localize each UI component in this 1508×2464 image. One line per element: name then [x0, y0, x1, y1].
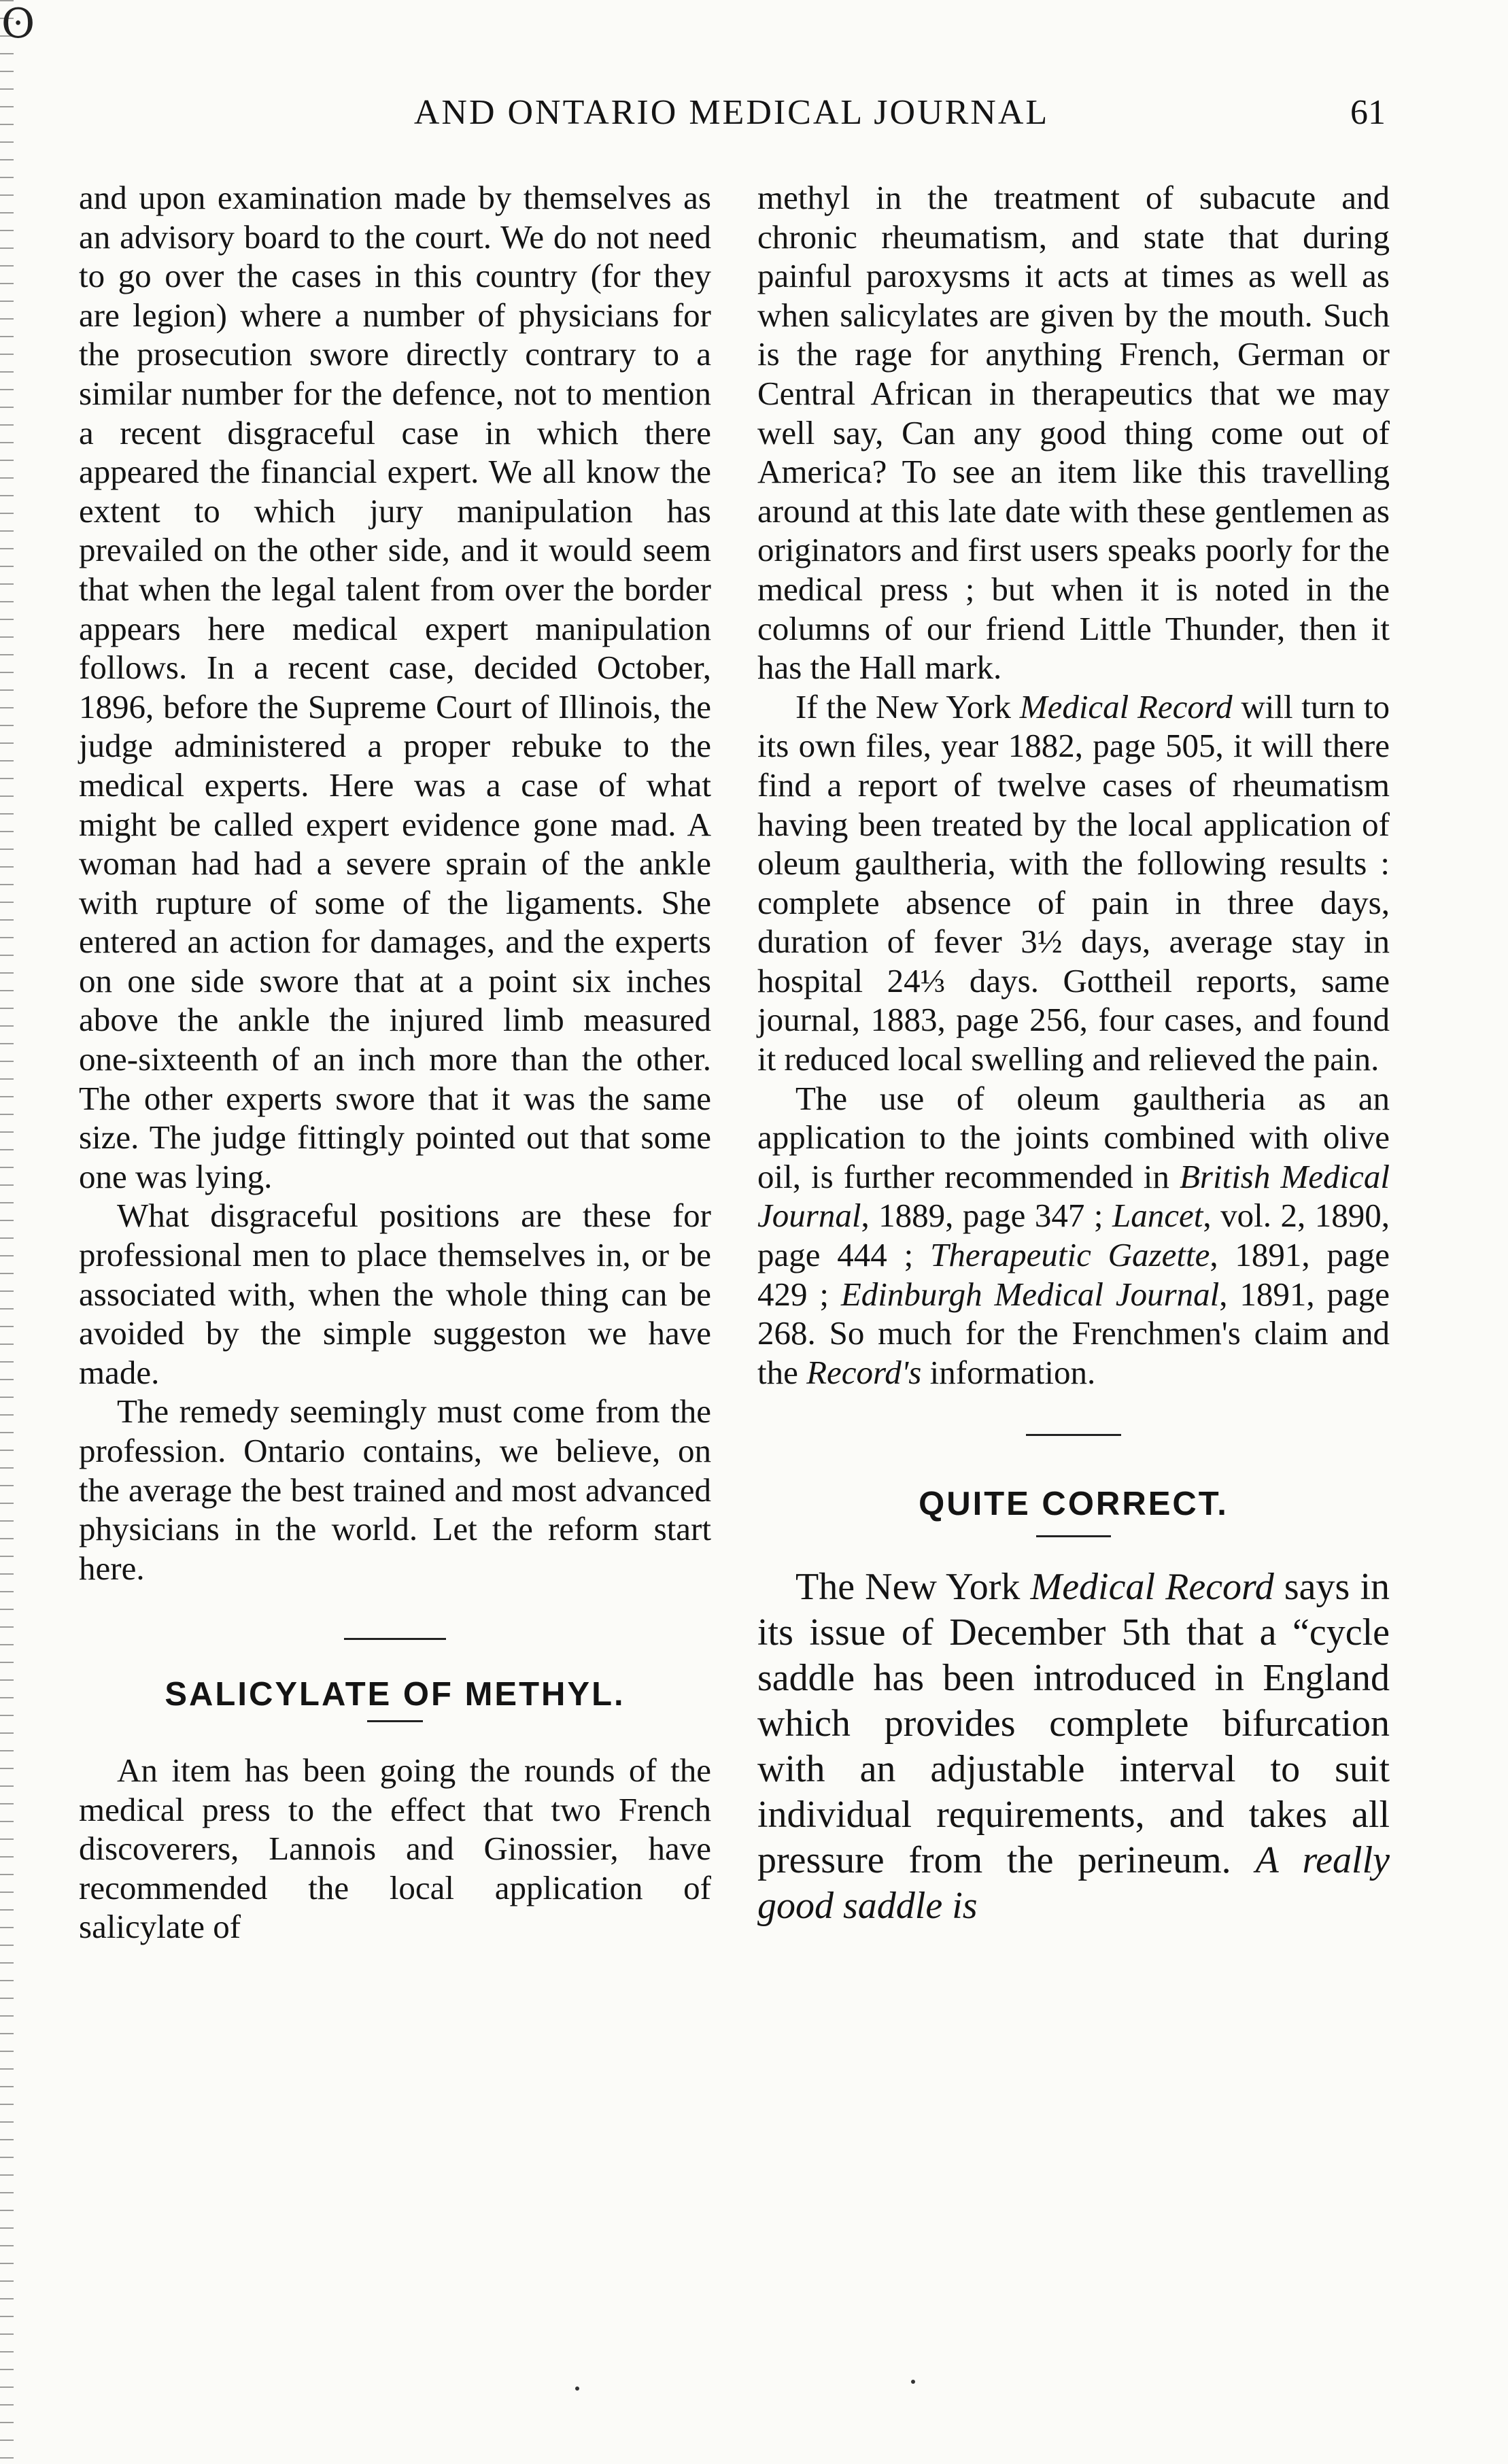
right-paragraph-2 — [757, 687, 1390, 1079]
journal-title: Therapeutic Gazette — [930, 1236, 1210, 1274]
text-run: The New York — [795, 1566, 1031, 1608]
section-divider-rule — [344, 1638, 446, 1640]
left-paragraph-3: The remedy seemingly must come from the profession. Ontario contains, we believe, on the average the best trained and most advanced physicians in the world. Let the reform start here. — [79, 1392, 711, 1587]
section-divider-rule — [1026, 1434, 1121, 1436]
salicylate-paragraph: An item has been going the rounds of the medical press to the effect that two French discoverers, Lannois and Ginossier, have recommended the local application of salicylate of — [79, 1751, 711, 1946]
journal-title: Medical Record — [1030, 1566, 1274, 1608]
text-run: , 1891, page 268. So much for the Frenchmen's claim and the — [757, 1275, 1390, 1391]
text-run: The use of oleum gaultheria as an application to the joints combined with olive oil, is further recommended in — [757, 1079, 1390, 1195]
quite-correct-paragraph — [757, 1564, 1390, 1929]
journal-title: Lancet — [1112, 1197, 1203, 1235]
journal-title: Record's — [806, 1353, 922, 1391]
text-run: information. — [921, 1353, 1096, 1391]
right-continued-paragraph: methyl in the treatment of subacute and chronic rheumatism, and state that during painful paroxysms it acts at times as well as when salicylates are given by the mouth. Such is the rage for anything French, German or Central African in therapeutics that we may well say, Can any good thing come out of America? To see an item like this travelling around at this late date with these gentlemen as originators and first users speaks poorly for the medical press ; but when it is noted in the columns of our friend Little Thunder, then it has the Hall mark. — [757, 179, 1390, 687]
text-run: If the New York — [795, 687, 1020, 725]
left-continued-paragraph: and upon examination made by themselves as an advisory board to the court. We do not need to go over the cases in this country (for they are legion) where a number of physicians for the prosecution swore directly contrary to a similar number for the defence, not to mention a recent disgraceful case in which there appeared the financial expert. We all know the extent to which jury manipulation has prevailed on the other side, and it would seem that when the legal talent from over the border appears here medical expert manipulation follows. In a recent case, decided October, 1896, before the Supreme Court of Illinois, the judge administered a proper rebuke to the medical experts. Here was a case of what might be called expert evidence gone mad. A woman had had a severe sprain of the ankle with rupture of some of the ligaments. She entered an action for damages, and the experts on one side swore that at a point six inches above the ankle the injured limb measured one-sixteenth of an inch more than the other. The other experts swore that it was the same size. The judge fittingly pointed out that some one was lying. — [79, 179, 711, 1195]
ink-speck — [911, 2380, 915, 2384]
left-paragraph-2: What disgraceful positions are these for professional men to place themselves in, or be associated with, when the whole thing can be avoided by the simple suggeston we have made. — [79, 1197, 711, 1391]
text-run: , 1891, page 429 ; — [757, 1236, 1390, 1313]
right-column — [757, 178, 1390, 1929]
journal-title: Medical Record — [1019, 687, 1233, 725]
journal-title: British Medical Journal — [757, 1157, 1390, 1235]
running-head: AND ONTARIO MEDICAL JOURNAL — [413, 93, 1050, 132]
section-heading-quite-correct: QUITE CORRECT. — [919, 1486, 1229, 1523]
journal-title: Edinburgh Medical Journal — [840, 1275, 1220, 1313]
emphasis-run: A really good saddle is — [757, 1839, 1390, 1927]
heading-rule — [367, 1720, 423, 1722]
page-number: 61 — [1350, 93, 1386, 132]
right-paragraph-3 — [757, 1079, 1390, 1392]
corner-ink-mark: ʘ — [1, 0, 35, 48]
heading-rule — [1036, 1535, 1111, 1537]
section-heading-salicylate: SALICYLATE OF METHYL. — [165, 1676, 626, 1713]
text-run: says in its issue of December 5th that a “cycle saddle has been introduced in England which provides complete bifurcation with an adjustable interval to suit individual requirements, and takes all pressure from the perineum. — [757, 1566, 1390, 1881]
binding-edge — [0, 0, 14, 2464]
text-run: , 1889, page 347 ; — [861, 1197, 1113, 1235]
text-run: will turn to its own files, year 1882, page 505, it will there find a report of twelve cases of rheumatism having been treated by the local application of oleum gaultheria, with the following results : complete absence of pain in three days, duration of fever 3½ days, average stay in hospital 24⅓ days. Gottheil reports, same journal, 1883, page 256, four cases, and found it reduced local swelling and relieved the pain. — [757, 687, 1390, 1078]
left-column — [79, 178, 711, 1947]
ink-speck — [575, 2386, 579, 2391]
text-run: , vol. 2, 1890, page 444 ; — [757, 1197, 1390, 1274]
